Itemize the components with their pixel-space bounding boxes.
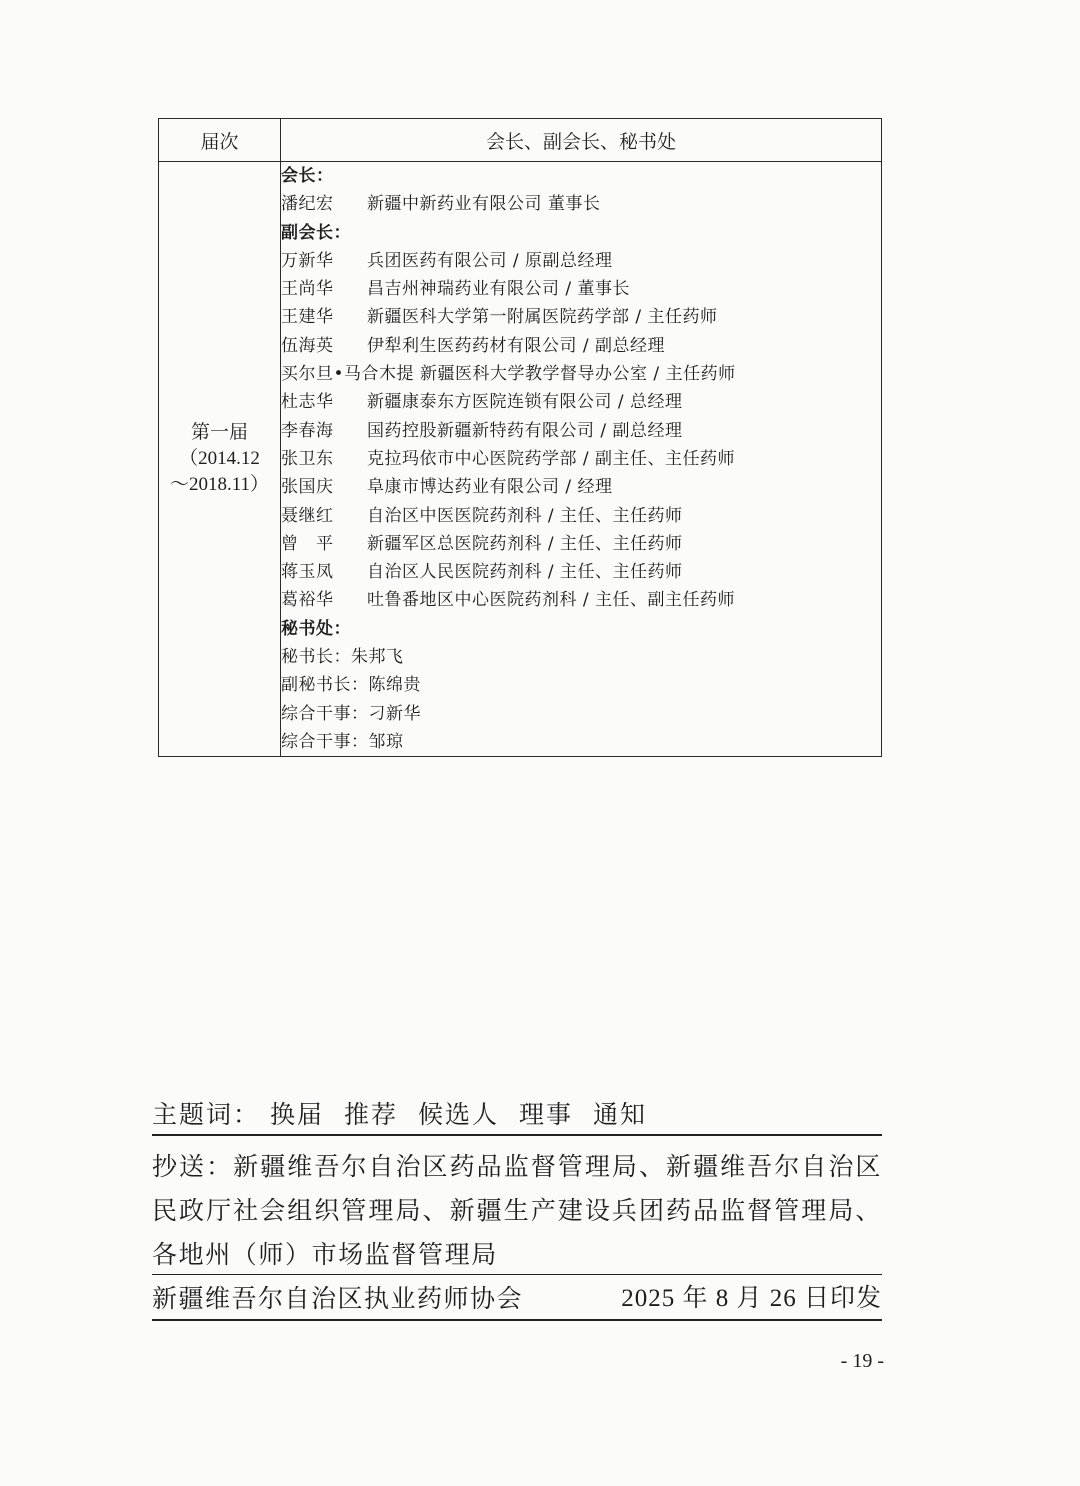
president-heading: 会长： xyxy=(281,166,334,186)
person-name: 蒋玉凤 xyxy=(281,562,334,583)
vice-president-entry xyxy=(281,445,881,473)
term-period-start: （2014.12 xyxy=(179,448,260,470)
keyword: 通知 xyxy=(593,1100,648,1129)
person-affiliation: 克拉玛依市中心医院药学部 / 副主任、主任药师 xyxy=(367,448,736,469)
vice-president-entry xyxy=(281,275,881,303)
vice-president-entry xyxy=(281,558,881,586)
secretariat-entry: 综合干事：刁新华 xyxy=(281,703,421,724)
person-name: 李春海 xyxy=(281,420,334,441)
person-name: 王尚华 xyxy=(281,279,334,300)
person-name: 葛裕华 xyxy=(281,590,334,611)
person-name: 买尔旦•马合木提 xyxy=(281,364,415,385)
keyword: 推荐 xyxy=(343,1100,398,1129)
officers-cell xyxy=(281,162,882,757)
person-name: 张国庆 xyxy=(281,477,334,498)
person-name: 张卫东 xyxy=(281,448,334,469)
keyword: 候选人 xyxy=(418,1100,500,1129)
person-name: 聂继红 xyxy=(281,505,334,526)
vice-president-entry xyxy=(281,502,881,530)
subject-keywords xyxy=(152,1096,882,1136)
term-cell xyxy=(159,162,281,757)
president-entry xyxy=(281,190,881,218)
secretariat-heading: 秘书处： xyxy=(281,618,351,639)
issuer-line xyxy=(152,1279,882,1321)
vice-president-entry xyxy=(281,388,881,416)
vice-president-heading: 副会长： xyxy=(281,222,351,243)
table-header-row xyxy=(159,119,882,162)
vice-president-entry xyxy=(281,473,881,501)
vice-president-entry xyxy=(281,417,881,445)
secretariat-entry: 副秘书长：陈绵贵 xyxy=(281,675,421,696)
person-affiliation: 兵团医药有限公司 / 原副总经理 xyxy=(367,250,613,271)
vice-president-entry xyxy=(281,332,881,360)
person-name: 潘纪宏 xyxy=(281,194,334,215)
person-name: 伍海英 xyxy=(281,335,334,356)
person-name: 王建华 xyxy=(281,307,334,328)
keyword: 换届 xyxy=(269,1100,324,1129)
secretariat-entry: 综合干事：邹琼 xyxy=(281,731,404,752)
officers-table xyxy=(158,118,882,757)
term-period-end: ～2018.11） xyxy=(169,474,270,496)
table-row xyxy=(159,162,882,757)
person-affiliation: 新疆医科大学第一附属医院药学部 / 主任药师 xyxy=(367,307,718,328)
vice-president-entry xyxy=(281,303,881,331)
person-affiliation: 新疆军区总医院药剂科 / 主任、主任药师 xyxy=(367,533,683,554)
person-affiliation: 昌吉州神瑞药业有限公司 / 董事长 xyxy=(367,279,631,300)
issue-date: 2025 年 8 月 26 日印发 xyxy=(621,1285,882,1312)
person-affiliation: 自治区人民医院药剂科 / 主任、主任药师 xyxy=(367,562,683,583)
page-number: - 19 - xyxy=(840,1350,884,1372)
officers-column-header: 会长、副会长、秘书处 xyxy=(281,119,882,162)
person-name: 杜志华 xyxy=(281,392,334,413)
term-name: 第一届 xyxy=(190,422,248,444)
secretariat-entry: 秘书长：朱邦飞 xyxy=(281,647,404,668)
person-affiliation: 新疆医科大学教学督导办公室 / 主任药师 xyxy=(420,364,736,385)
vice-president-entry xyxy=(281,586,881,614)
person-affiliation: 国药控股新疆新特药有限公司 / 副总经理 xyxy=(367,420,683,441)
copy-to-recipients: 抄送：新疆维吾尔自治区药品监督管理局、新疆维吾尔自治区民政厅社会组织管理局、新疆生产建设兵团药品监督管理局、各地州（师）市场监督管理局 xyxy=(152,1152,882,1269)
keyword: 理事 xyxy=(519,1100,574,1129)
vice-president-entry xyxy=(281,530,881,558)
subject-label: 主题词： xyxy=(152,1100,261,1129)
vice-president-entry xyxy=(281,247,881,275)
person-name: 万新华 xyxy=(281,250,334,271)
divider xyxy=(152,1274,882,1275)
term-column-header: 届次 xyxy=(159,119,281,162)
person-affiliation: 吐鲁番地区中心医院药剂科 / 主任、副主任药师 xyxy=(367,590,736,611)
issuer-org: 新疆维吾尔自治区执业药师协会 xyxy=(152,1284,524,1313)
person-affiliation: 阜康市博达药业有限公司 / 经理 xyxy=(367,477,613,498)
vice-president-entry xyxy=(281,360,881,388)
person-affiliation: 新疆康泰东方医院连锁有限公司 / 总经理 xyxy=(367,392,683,413)
person-affiliation: 自治区中医医院药剂科 / 主任、主任药师 xyxy=(367,505,683,526)
person-name: 曾 平 xyxy=(281,533,334,554)
person-affiliation: 新疆中新药业有限公司 董事长 xyxy=(367,194,601,215)
person-affiliation: 伊犁利生医药药材有限公司 / 副总经理 xyxy=(367,335,666,356)
